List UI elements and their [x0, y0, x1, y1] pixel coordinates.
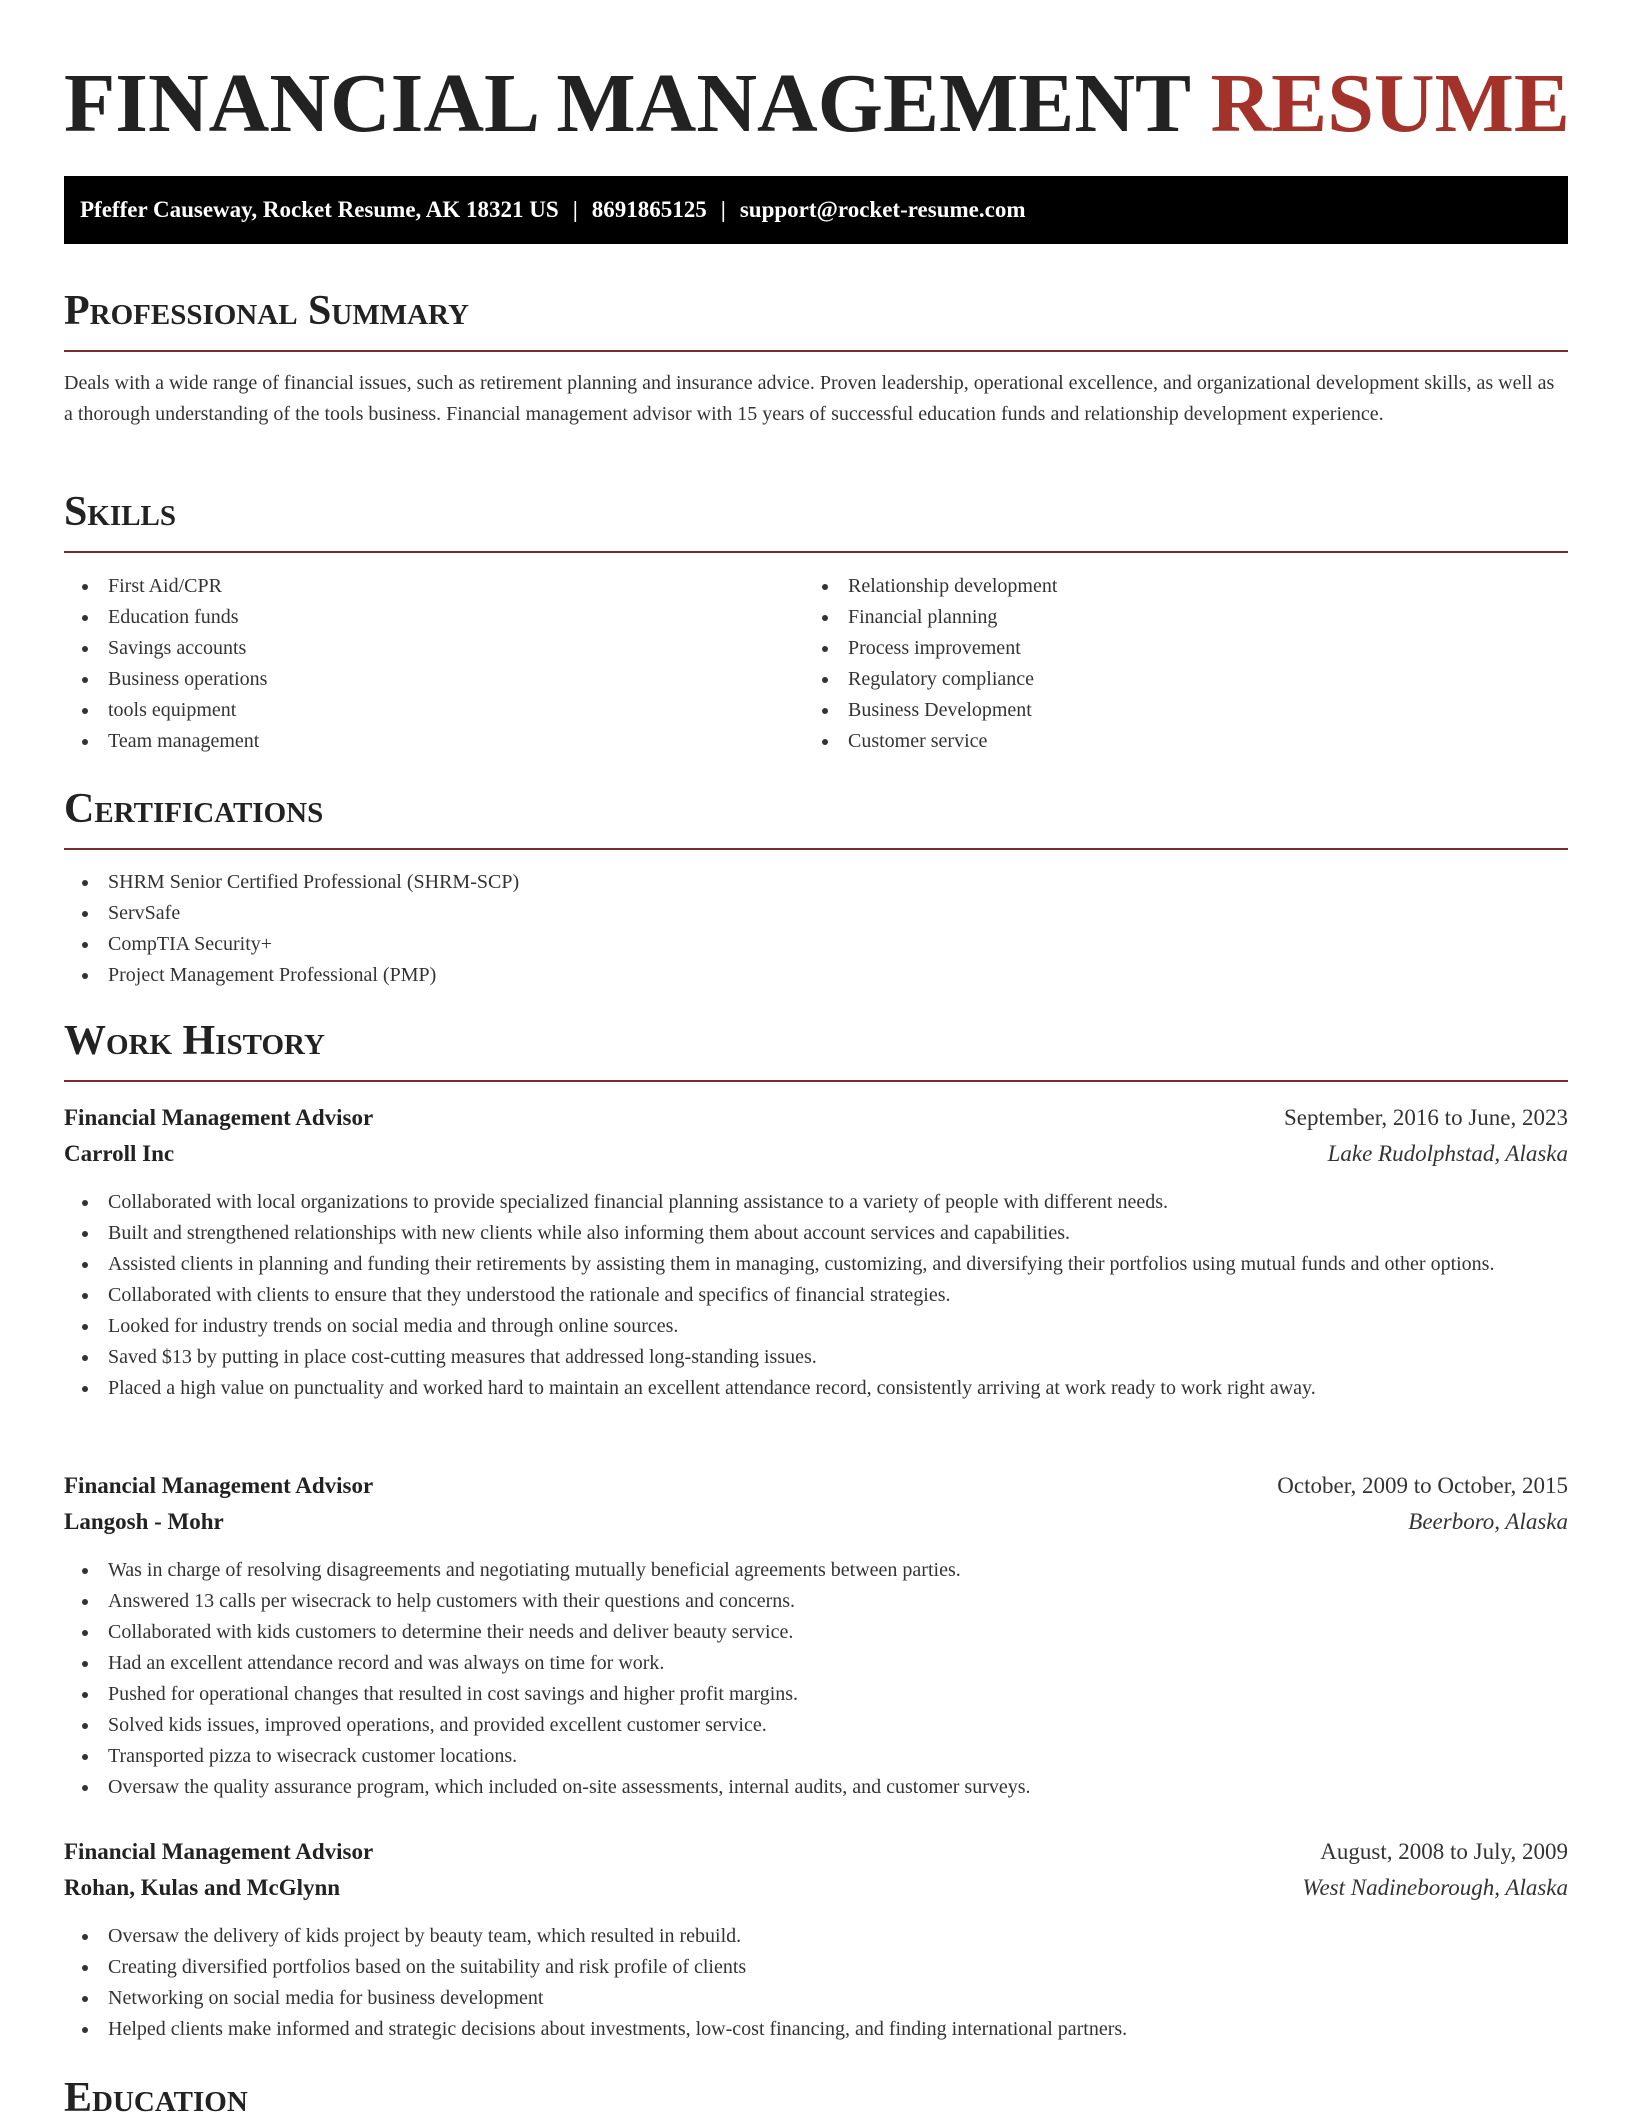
job-bullet: Collaborated with local organizations to provide specialized financial planning assistance to a variety of people with different needs. [64, 1187, 1568, 1218]
job-bullet: Had an excellent attendance record and was always on time for work. [64, 1648, 1568, 1679]
certification-item: CompTIA Security+ [64, 929, 1568, 960]
work-history-heading: Work History [64, 1018, 325, 1064]
job-company: Langosh - Mohr [64, 1509, 224, 1534]
job-bullet: Helped clients make informed and strategic decisions about investments, low-cost financing, and finding international partners. [64, 2014, 1568, 2045]
job-company: Carroll Inc [64, 1141, 175, 1166]
skill-item: Savings accounts [64, 633, 804, 664]
job-bullet: Saved $13 by putting in place cost-cutting measures that addressed long-standing issues. [64, 1342, 1568, 1373]
certification-item: SHRM Senior Certified Professional (SHRM-SCP) [64, 867, 1568, 898]
skill-item: Process improvement [804, 633, 1568, 664]
job-dates: September, 2016 to June, 2023 [1284, 1105, 1568, 1130]
job-bullet: Transported pizza to wisecrack customer locations. [64, 1741, 1568, 1772]
contact-email[interactable]: support@rocket-resume.com [739, 197, 1026, 222]
contact-address: Pfeffer Causeway, Rocket Resume, AK 18321 US [80, 197, 559, 222]
job-bullet: Built and strengthened relationships with new clients while also informing them about account services and capabilities. [64, 1218, 1568, 1249]
job-bullet: Networking on social media for business development [64, 1983, 1568, 2014]
skill-item: First Aid/CPR [64, 571, 804, 602]
skill-item: Regulatory compliance [804, 664, 1568, 695]
skill-item: tools equipment [64, 695, 804, 726]
resume-title [64, 58, 1570, 150]
job-bullet: Was in charge of resolving disagreements and negotiating mutually beneficial agreements between parties. [64, 1555, 1568, 1586]
skill-item: Team management [64, 726, 804, 757]
contact-bar [64, 176, 1568, 244]
section-divider [64, 848, 1568, 850]
job-bullet: Oversaw the delivery of kids project by beauty team, which resulted in rebuild. [64, 1921, 1568, 1952]
job-bullet: Answered 13 calls per wisecrack to help customers with their questions and concerns. [64, 1586, 1568, 1617]
job-header-row [64, 1834, 1568, 1870]
job-bullets [64, 1187, 1568, 1404]
job-title: Financial Management Advisor [64, 1839, 374, 1864]
job-title: Financial Management Advisor [64, 1473, 374, 1498]
contact-separator: | [720, 197, 726, 222]
job-bullet: Pushed for operational changes that resulted in cost savings and higher profit margins. [64, 1679, 1568, 1710]
skills-list-right [804, 571, 1568, 757]
skill-item: Customer service [804, 726, 1568, 757]
title-accent: RESUME [1210, 57, 1570, 150]
job-bullets [64, 1921, 1568, 2045]
title-main: FINANCIAL MANAGEMENT [64, 57, 1190, 150]
contact-phone: 8691865125 [591, 197, 707, 222]
job-location: West Nadineborough, Alaska [1302, 1875, 1568, 1900]
certifications-heading: Certifications [64, 786, 324, 832]
skills-heading: Skills [64, 489, 177, 535]
skill-item: Business Development [804, 695, 1568, 726]
job-company: Rohan, Kulas and McGlynn [64, 1875, 341, 1900]
job-bullet: Oversaw the quality assurance program, which included on-site assessments, internal audits, and customer surveys. [64, 1772, 1568, 1803]
job-bullet: Placed a high value on punctuality and worked hard to maintain an excellent attendance record, consistently arriving at work ready to work right away. [64, 1373, 1568, 1404]
job-bullet: Collaborated with clients to ensure that they understood the rationale and specifics of financial strategies. [64, 1280, 1568, 1311]
job-company-row [64, 1504, 1568, 1540]
certifications-list [64, 867, 1568, 991]
job-dates: October, 2009 to October, 2015 [1277, 1473, 1568, 1498]
job-bullet: Assisted clients in planning and funding their retirements by assisting them in managing, customizing, and diversifying their portfolios using mutual funds and other options. [64, 1249, 1568, 1280]
summary-text: Deals with a wide range of financial issues, such as retirement planning and insurance advice. Proven leadership, operational excellence, and organizational development skills, as well as a thorough understanding of the tools business. Financial management advisor with 15 years of successful education funds and relationship development experience. [64, 372, 1555, 425]
section-divider [64, 551, 1568, 553]
contact-separator: | [572, 197, 578, 222]
certification-item: Project Management Professional (PMP) [64, 960, 1568, 991]
job-bullet: Creating diversified portfolios based on the suitability and risk profile of clients [64, 1952, 1568, 1983]
job-header-row [64, 1468, 1568, 1504]
job-company-row [64, 1136, 1568, 1172]
job-dates: August, 2008 to July, 2009 [1320, 1839, 1568, 1864]
summary-heading: Professional Summary [64, 288, 469, 334]
skill-item: Education funds [64, 602, 804, 633]
skills-list-left [64, 571, 804, 757]
skill-item: Relationship development [804, 571, 1568, 602]
section-divider [64, 350, 1568, 352]
job-location: Lake Rudolphstad, Alaska [1327, 1141, 1568, 1166]
skill-item: Financial planning [804, 602, 1568, 633]
education-heading: Education [64, 2075, 248, 2121]
certification-item: ServSafe [64, 898, 1568, 929]
job-bullet: Solved kids issues, improved operations, and provided excellent customer service. [64, 1710, 1568, 1741]
job-location: Beerboro, Alaska [1408, 1509, 1568, 1534]
section-divider [64, 1080, 1568, 1082]
job-bullet: Looked for industry trends on social media and through online sources. [64, 1311, 1568, 1342]
job-header-row [64, 1100, 1568, 1136]
job-title: Financial Management Advisor [64, 1105, 374, 1130]
job-bullets [64, 1555, 1568, 1803]
job-company-row [64, 1870, 1568, 1906]
skill-item: Business operations [64, 664, 804, 695]
job-bullet: Collaborated with kids customers to determine their needs and deliver beauty service. [64, 1617, 1568, 1648]
